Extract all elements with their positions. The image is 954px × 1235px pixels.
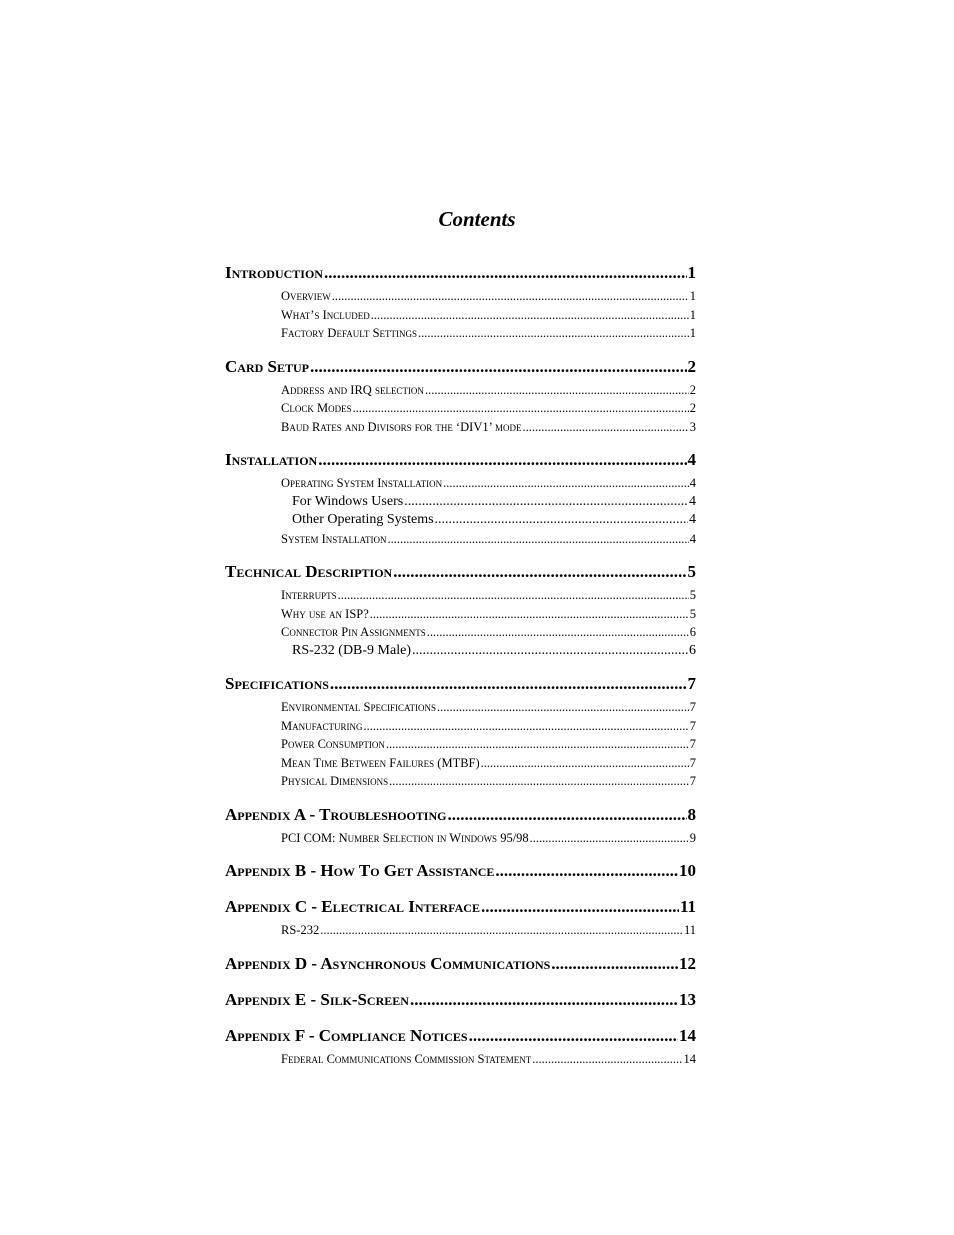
toc-page-number: 1 <box>687 263 696 282</box>
toc-section-entry[interactable] <box>281 586 696 605</box>
dot-leader <box>427 623 689 642</box>
toc-entry-label: Installation <box>225 450 318 469</box>
toc-entry-label: Manufacturing <box>281 718 363 733</box>
toc-page-number: 4 <box>687 450 696 469</box>
toc-entry-label: Other Operating Systems <box>292 512 434 527</box>
dot-leader <box>551 952 678 976</box>
dot-leader <box>530 829 689 848</box>
dot-leader <box>388 530 689 549</box>
toc-chapter-entry[interactable] <box>225 1024 696 1048</box>
toc-section <box>225 895 696 940</box>
toc-page-number: 4 <box>689 531 696 546</box>
dot-leader <box>447 803 686 827</box>
dot-leader <box>353 399 689 418</box>
toc-section-entry[interactable] <box>281 418 696 437</box>
toc-section <box>225 988 696 1012</box>
toc-entry-label: Appendix E - Silk-Screen <box>225 989 409 1009</box>
toc-chapter-entry[interactable] <box>225 859 696 883</box>
dot-leader <box>389 772 689 791</box>
toc-entry-label: Environmental Specifications <box>281 700 436 714</box>
toc-page-number: 1 <box>689 307 696 322</box>
dot-leader <box>318 448 686 472</box>
toc-chapter-entry[interactable] <box>225 988 696 1012</box>
toc-section-entry[interactable] <box>281 698 696 717</box>
dot-leader <box>481 754 689 773</box>
toc-chapter-entry[interactable] <box>225 803 696 827</box>
toc-chapter-entry[interactable] <box>225 448 696 472</box>
toc-section-entry[interactable] <box>281 287 696 306</box>
toc-page-number: 2 <box>687 356 696 376</box>
toc-entry-label: Connector Pin Assignments <box>281 625 426 639</box>
dot-leader <box>393 560 686 584</box>
toc-page-number: 7 <box>689 755 696 770</box>
toc-page-number: 11 <box>683 923 696 937</box>
toc-section <box>225 355 696 437</box>
dot-leader <box>418 324 689 343</box>
toc-entry-label: Card Setup <box>225 356 309 376</box>
dot-leader <box>324 261 687 285</box>
toc-entry-label: Overview <box>281 289 331 303</box>
toc-page-number: 2 <box>689 401 696 415</box>
toc-page-number: 7 <box>689 718 696 733</box>
toc-section-entry[interactable] <box>281 324 696 343</box>
toc-section <box>225 859 696 883</box>
toc-entry-label: Introduction <box>225 263 323 282</box>
dot-leader <box>404 493 688 512</box>
toc-subsection-entry[interactable] <box>292 511 696 530</box>
toc-chapter-entry[interactable] <box>225 560 696 584</box>
toc-page-number: 1 <box>689 326 696 340</box>
toc-entry-label: Clock Modes <box>281 401 352 415</box>
toc-entry-label: Interrupts <box>281 588 337 602</box>
toc-section-entry[interactable] <box>281 772 696 791</box>
toc-entry-label: Appendix B - How To Get Assistance <box>225 861 495 880</box>
toc-page-number: 5 <box>687 562 696 581</box>
toc-page-number: 6 <box>689 625 696 639</box>
toc-chapter-entry[interactable] <box>225 261 696 285</box>
toc-page-number: 7 <box>689 700 696 714</box>
toc-entry-label: Operating System Installation <box>281 476 443 490</box>
toc-page-number: 7 <box>689 774 696 788</box>
toc-entry-label: Why use an ISP? <box>281 606 369 621</box>
toc-chapter-entry[interactable] <box>225 672 696 696</box>
toc-chapter-entry[interactable] <box>225 952 696 976</box>
toc-section-entry[interactable] <box>281 399 696 418</box>
toc-section-entry[interactable] <box>281 530 696 549</box>
toc-page-number: 8 <box>687 804 696 824</box>
toc-page-number: 14 <box>679 1025 696 1045</box>
page-title: Contents <box>438 207 516 231</box>
dot-leader <box>338 586 689 605</box>
toc-section <box>225 448 696 548</box>
toc-entry-label: Factory Default Settings <box>281 326 418 340</box>
toc-section-entry[interactable] <box>281 754 696 773</box>
toc-page-number: 5 <box>689 588 696 602</box>
toc-subsection-entry[interactable] <box>292 493 696 512</box>
toc-section-entry[interactable] <box>281 1050 696 1069</box>
toc-entry-label: PCI COM: Number Selection in Windows 95/98 <box>281 830 529 845</box>
toc-entry-label: System Installation <box>281 531 387 546</box>
toc-entry-label: Specifications <box>225 674 329 693</box>
dot-leader <box>425 381 689 400</box>
toc-section-entry[interactable] <box>281 829 696 848</box>
toc-page-number: 4 <box>689 512 696 527</box>
toc-page-number: 12 <box>679 953 696 973</box>
dot-leader <box>370 605 689 624</box>
dot-leader <box>495 859 678 883</box>
toc-section <box>225 560 696 660</box>
dot-leader <box>437 698 689 717</box>
toc-section-entry[interactable] <box>281 921 696 940</box>
toc-page-number: 4 <box>689 476 696 490</box>
toc-entry-label: RS-232 (DB-9 Male) <box>292 642 411 658</box>
toc-entry-label: Physical Dimensions <box>281 774 389 788</box>
toc-section <box>225 261 696 343</box>
dot-leader <box>435 511 688 530</box>
toc-subsection-entry[interactable] <box>292 642 696 661</box>
toc-section-entry[interactable] <box>281 623 696 642</box>
toc-page-number: 7 <box>687 674 696 693</box>
toc-section <box>225 1024 696 1069</box>
toc-page-number: 4 <box>689 493 696 509</box>
toc-entry-label: What’s Included <box>281 307 370 322</box>
dot-leader <box>443 474 689 493</box>
toc-section <box>225 803 696 848</box>
toc-section-entry[interactable] <box>281 735 696 754</box>
toc-page-number: 10 <box>679 861 696 880</box>
dot-leader <box>320 921 683 940</box>
dot-leader <box>522 418 688 437</box>
toc-entry-label: Mean Time Between Failures (MTBF) <box>281 755 480 770</box>
toc-entry-label: Appendix A - Troubleshooting <box>225 804 447 824</box>
dot-leader <box>371 306 689 325</box>
toc-entry-label: For Windows Users <box>292 493 404 509</box>
toc-section-entry[interactable] <box>281 605 696 624</box>
dot-leader <box>532 1050 682 1069</box>
toc-entry-label: Address and IRQ selection <box>281 382 424 397</box>
toc-entry-label: Technical Description <box>225 562 393 581</box>
dot-leader <box>481 895 679 919</box>
toc-section-entry[interactable] <box>281 717 696 736</box>
toc-page-number: 14 <box>683 1051 696 1066</box>
dot-leader <box>332 287 689 306</box>
toc-page-number: 11 <box>679 897 696 916</box>
toc-page-number: 5 <box>689 606 696 621</box>
toc-section-entry[interactable] <box>281 381 696 400</box>
toc-entry-label: Appendix D - Asynchronous Communications <box>225 953 551 973</box>
toc-chapter-entry[interactable] <box>225 895 696 919</box>
toc-entry-label: Appendix F - Compliance Notices <box>225 1025 468 1045</box>
dot-leader <box>469 1024 678 1048</box>
toc-page-number: 9 <box>689 830 696 845</box>
toc-page-number: 7 <box>689 737 696 751</box>
toc-section-entry[interactable] <box>281 306 696 325</box>
toc-entry-label: Federal Communications Commission Statement <box>281 1051 532 1066</box>
dot-leader <box>410 988 678 1012</box>
toc-section <box>225 952 696 976</box>
toc-page-number: 2 <box>689 382 696 397</box>
dot-leader <box>363 717 688 736</box>
toc-page-number: 3 <box>689 419 696 434</box>
toc-entry-label: RS-232 <box>281 923 320 937</box>
toc-entry-label: Power Consumption <box>281 737 385 751</box>
toc-page-number: 6 <box>689 642 696 658</box>
toc-page-number: 1 <box>689 289 696 303</box>
dot-leader <box>330 672 687 696</box>
toc-entry-label: Baud Rates and Divisors for the ‘DIV1’ mode <box>281 419 522 434</box>
dot-leader <box>386 735 689 754</box>
toc-entry-label: Appendix C - Electrical Interface <box>225 897 480 916</box>
dot-leader <box>310 355 687 379</box>
toc-page-number: 13 <box>679 989 696 1009</box>
toc-chapter-entry[interactable] <box>225 355 696 379</box>
toc-section <box>225 672 696 791</box>
dot-leader <box>412 642 688 661</box>
toc-section-entry[interactable] <box>281 474 696 493</box>
table-of-contents <box>225 261 696 1080</box>
